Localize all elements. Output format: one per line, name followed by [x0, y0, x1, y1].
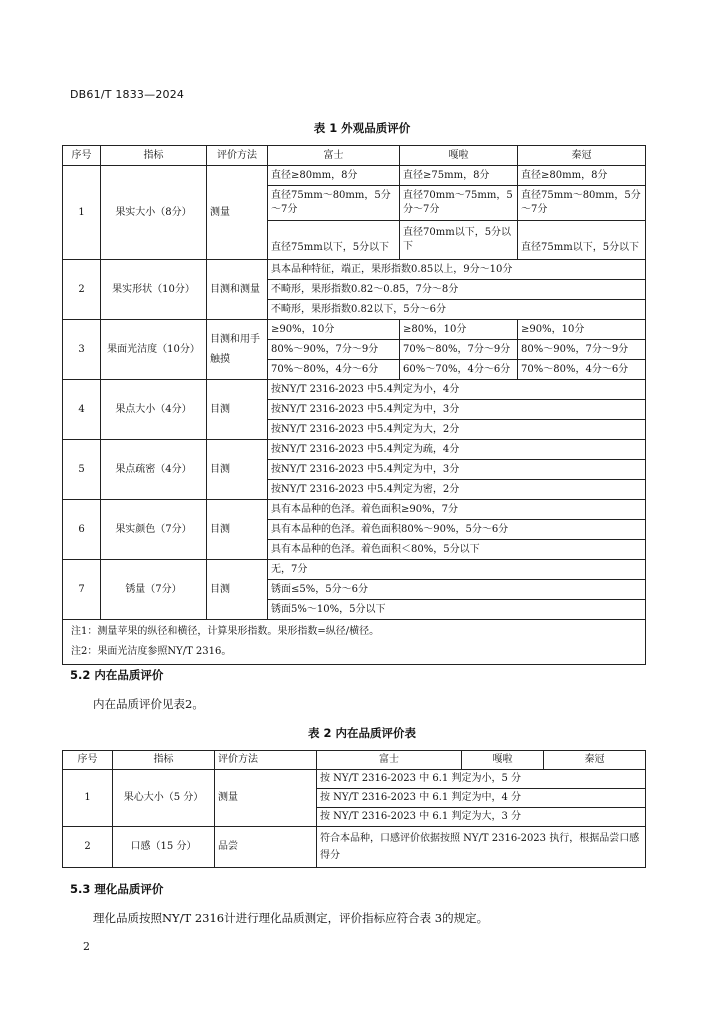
- row-number: 4: [63, 380, 101, 440]
- header-cell: 评价方法: [207, 146, 268, 166]
- qinguan-criterion: 直径75mm～80mm，5分～7分: [518, 186, 646, 221]
- indicator-cell: 果点大小（4分）: [101, 380, 207, 440]
- method-cell: 目测: [207, 440, 268, 500]
- fuji-criterion: 80%～90%，7分～9分: [268, 340, 400, 360]
- indicator-cell: 果面光洁度（10分）: [101, 320, 207, 380]
- table1-caption: 表 1 外观品质评价: [313, 121, 411, 135]
- qinguan-criterion: 80%～90%，7分～9分: [518, 340, 646, 360]
- shared-criterion: 按 NY/T 2316-2023 中 6.1 判定为中，4 分: [317, 789, 646, 808]
- table-row: [63, 320, 646, 340]
- table-row: [63, 166, 646, 186]
- shared-criterion: 具本品种特征，端正，果形指数0.85以上，9分～10分: [268, 260, 646, 280]
- appearance-quality-table: [62, 145, 646, 665]
- gala-criterion: 70%～80%，7分～9分: [400, 340, 518, 360]
- indicator-cell: 果实大小（8分）: [101, 166, 207, 260]
- method-cell: 目测和测量: [207, 260, 268, 320]
- shared-criterion: 不畸形，果形指数0.82～0.85，7分～8分: [268, 280, 646, 300]
- gala-criterion: 60%～70%，4分～6分: [400, 360, 518, 380]
- shared-criterion: 无，7分: [268, 560, 646, 580]
- section-5-3-text: 理化品质按照NY/T 2316计进行理化品质测定，评价指标应符合表 3的规定。: [93, 911, 489, 925]
- qinguan-criterion: 直径75mm以下，5分以下: [518, 221, 646, 260]
- header-cell: 嘎啦: [400, 146, 518, 166]
- shared-criterion: 具有本品种的色泽。着色面积≥90%，7分: [268, 500, 646, 520]
- table-header-row: [63, 751, 646, 770]
- shared-criterion: 符合本品种，口感评价依据按照 NY/T 2316-2023 执行，根据品尝口感得分: [317, 827, 646, 868]
- document-code: DB61/T 1833—2024: [70, 88, 185, 101]
- section-5-2-text: 内在品质评价见表2。: [93, 697, 204, 711]
- fuji-criterion: ≥90%，10分: [268, 320, 400, 340]
- indicator-cell: 果实颜色（7分）: [101, 500, 207, 560]
- table-row: [63, 770, 646, 789]
- section-5-2-heading: 5.2 内在品质评价: [70, 668, 164, 682]
- shared-criterion: 按NY/T 2316-2023 中5.4判定为疏，4分: [268, 440, 646, 460]
- table-row: [63, 827, 646, 868]
- note-1: 注1：测量苹果的纵径和横径，计算果形指数。果形指数=纵径/横径。: [71, 626, 380, 637]
- page-number: 2: [83, 940, 90, 953]
- fuji-criterion: 70%～80%，4分～6分: [268, 360, 400, 380]
- method-cell: 目测和用手触摸: [207, 320, 268, 380]
- table-header-row: [63, 146, 646, 166]
- qinguan-criterion: 直径≥80mm，8分: [518, 166, 646, 186]
- row-number: 7: [63, 560, 101, 620]
- table-row: [63, 260, 646, 280]
- table-notes: [63, 620, 646, 665]
- row-number: 1: [63, 166, 101, 260]
- header-cell: 嘎啦: [462, 751, 544, 770]
- method-cell: 目测: [207, 380, 268, 440]
- row-number: 3: [63, 320, 101, 380]
- shared-criterion: 不畸形，果形指数0.82以下，5分～6分: [268, 300, 646, 320]
- row-number: 5: [63, 440, 101, 500]
- shared-criterion: 按NY/T 2316-2023 中5.4判定为中，3分: [268, 400, 646, 420]
- indicator-cell: 果实形状（10分）: [101, 260, 207, 320]
- shared-criterion: 按 NY/T 2316-2023 中 6.1 判定为小，5 分: [317, 770, 646, 789]
- shared-criterion: 按 NY/T 2316-2023 中 6.1 判定为大，3 分: [317, 808, 646, 827]
- shared-criterion: 按NY/T 2316-2023 中5.4判定为小，4分: [268, 380, 646, 400]
- note-2: 注2：果面光洁度参照NY/T 2316。: [71, 646, 232, 657]
- table-row: [63, 560, 646, 580]
- gala-criterion: 直径70mm～75mm，5分～7分: [400, 186, 518, 221]
- method-cell: 目测: [207, 560, 268, 620]
- shared-criterion: 具有本品种的色泽。着色面积＜80%，5分以下: [268, 540, 646, 560]
- fuji-criterion: 直径75mm～80mm，5分～7分: [268, 186, 400, 221]
- qinguan-criterion: 70%～80%，4分～6分: [518, 360, 646, 380]
- header-cell: 秦冠: [518, 146, 646, 166]
- fuji-criterion: 直径≥80mm，8分: [268, 166, 400, 186]
- method-cell: 目测: [207, 500, 268, 560]
- row-number: 6: [63, 500, 101, 560]
- section-5-3-heading: 5.3 理化品质评价: [70, 882, 164, 896]
- table-row: [63, 440, 646, 460]
- indicator-cell: 果心大小（5 分）: [113, 770, 215, 827]
- row-number: 2: [63, 827, 113, 868]
- shared-criterion: 锈面5%～10%，5分以下: [268, 600, 646, 620]
- header-cell: 指标: [101, 146, 207, 166]
- row-number: 2: [63, 260, 101, 320]
- notes-row: [63, 620, 646, 665]
- table2-caption: 表 2 内在品质评价表: [307, 726, 416, 740]
- header-cell: 序号: [63, 751, 113, 770]
- header-cell: 序号: [63, 146, 101, 166]
- method-cell: 品尝: [215, 827, 317, 868]
- gala-criterion: ≥80%，10分: [400, 320, 518, 340]
- shared-criterion: 按NY/T 2316-2023 中5.4判定为大，2分: [268, 420, 646, 440]
- table-row: [63, 380, 646, 400]
- indicator-cell: 口感（15 分）: [113, 827, 215, 868]
- gala-criterion: 直径70mm以下，5分以下: [400, 221, 518, 260]
- header-cell: 富士: [268, 146, 400, 166]
- gala-criterion: 直径≥75mm，8分: [400, 166, 518, 186]
- internal-quality-table: [62, 750, 646, 868]
- shared-criterion: 锈面≤5%，5分～6分: [268, 580, 646, 600]
- shared-criterion: 按NY/T 2316-2023 中5.4判定为密，2分: [268, 480, 646, 500]
- method-cell: 测量: [215, 770, 317, 827]
- indicator-cell: 果点疏密（4分）: [101, 440, 207, 500]
- header-cell: 秦冠: [544, 751, 646, 770]
- fuji-criterion: 直径75mm以下，5分以下: [268, 221, 400, 260]
- header-cell: 指标: [113, 751, 215, 770]
- shared-criterion: 按NY/T 2316-2023 中5.4判定为中，3分: [268, 460, 646, 480]
- table-row: [63, 500, 646, 520]
- header-cell: 评价方法: [215, 751, 317, 770]
- qinguan-criterion: ≥90%，10分: [518, 320, 646, 340]
- method-cell: 测量: [207, 166, 268, 260]
- header-cell: 富士: [317, 751, 462, 770]
- indicator-cell: 锈量（7分）: [101, 560, 207, 620]
- row-number: 1: [63, 770, 113, 827]
- shared-criterion: 具有本品种的色泽。着色面积80%～90%，5分～6分: [268, 520, 646, 540]
